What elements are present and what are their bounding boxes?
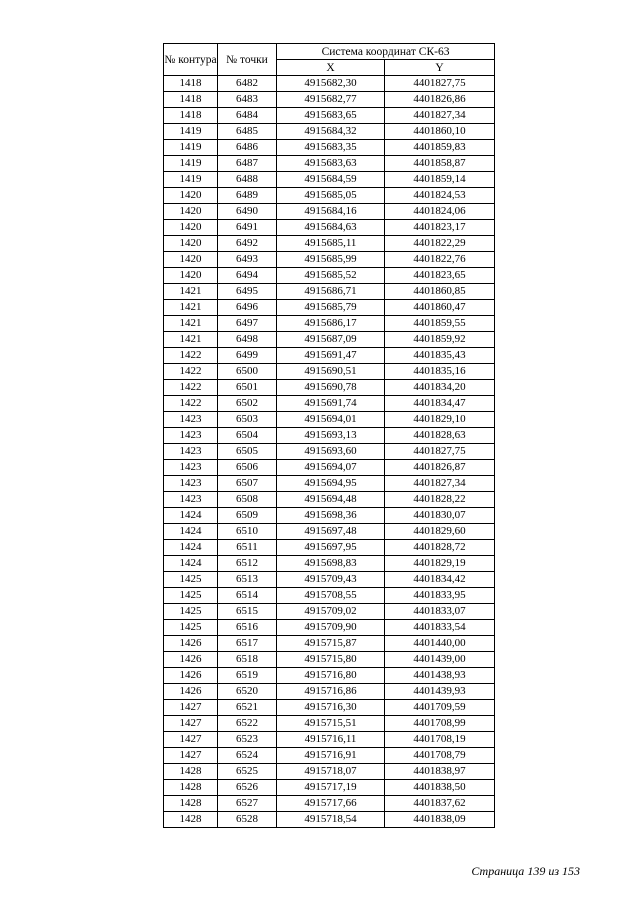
cell-x: 4915691,47 [277, 348, 385, 364]
table-row [164, 764, 495, 780]
cell-y: 4401708,99 [385, 716, 495, 732]
table-row [164, 684, 495, 700]
cell-x: 4915685,05 [277, 188, 385, 204]
table-row [164, 732, 495, 748]
cell-x: 4915717,19 [277, 780, 385, 796]
table-row [164, 396, 495, 412]
cell-point: 6504 [218, 428, 277, 444]
cell-y: 4401827,75 [385, 76, 495, 92]
cell-point: 6497 [218, 316, 277, 332]
cell-point: 6487 [218, 156, 277, 172]
cell-x: 4915715,80 [277, 652, 385, 668]
cell-y: 4401439,93 [385, 684, 495, 700]
table-body [164, 76, 495, 828]
cell-y: 4401859,92 [385, 332, 495, 348]
cell-y: 4401829,10 [385, 412, 495, 428]
table-row [164, 364, 495, 380]
cell-point: 6508 [218, 492, 277, 508]
cell-x: 4915690,51 [277, 364, 385, 380]
cell-y: 4401708,19 [385, 732, 495, 748]
cell-x: 4915683,63 [277, 156, 385, 172]
cell-contour: 1424 [164, 556, 218, 572]
cell-y: 4401859,14 [385, 172, 495, 188]
cell-y: 4401833,95 [385, 588, 495, 604]
cell-y: 4401860,47 [385, 300, 495, 316]
cell-x: 4915709,43 [277, 572, 385, 588]
table-row [164, 140, 495, 156]
cell-point: 6500 [218, 364, 277, 380]
cell-y: 4401835,16 [385, 364, 495, 380]
coordinates-table [163, 43, 495, 828]
cell-y: 4401834,20 [385, 380, 495, 396]
cell-x: 4915698,36 [277, 508, 385, 524]
cell-x: 4915718,54 [277, 812, 385, 828]
cell-x: 4915686,71 [277, 284, 385, 300]
cell-y: 4401827,34 [385, 476, 495, 492]
table-row [164, 556, 495, 572]
cell-x: 4915685,99 [277, 252, 385, 268]
cell-contour: 1423 [164, 444, 218, 460]
cell-point: 6496 [218, 300, 277, 316]
cell-contour: 1423 [164, 492, 218, 508]
table-row [164, 348, 495, 364]
cell-y: 4401828,63 [385, 428, 495, 444]
cell-x: 4915685,52 [277, 268, 385, 284]
table-row [164, 524, 495, 540]
footer-total-pages: 153 [562, 864, 580, 878]
cell-contour: 1427 [164, 700, 218, 716]
cell-point: 6492 [218, 236, 277, 252]
cell-y: 4401439,00 [385, 652, 495, 668]
table-row [164, 636, 495, 652]
cell-y: 4401824,53 [385, 188, 495, 204]
cell-point: 6502 [218, 396, 277, 412]
cell-contour: 1420 [164, 220, 218, 236]
table-row [164, 716, 495, 732]
cell-x: 4915715,51 [277, 716, 385, 732]
table-row [164, 188, 495, 204]
cell-point: 6491 [218, 220, 277, 236]
cell-x: 4915693,13 [277, 428, 385, 444]
cell-contour: 1427 [164, 748, 218, 764]
cell-x: 4915709,90 [277, 620, 385, 636]
cell-x: 4915694,48 [277, 492, 385, 508]
cell-y: 4401859,83 [385, 140, 495, 156]
cell-x: 4915716,30 [277, 700, 385, 716]
footer-page-number: 139 [527, 864, 546, 878]
cell-contour: 1423 [164, 428, 218, 444]
table-row [164, 124, 495, 140]
cell-contour: 1420 [164, 236, 218, 252]
table-row [164, 172, 495, 188]
cell-point: 6519 [218, 668, 277, 684]
cell-point: 6515 [218, 604, 277, 620]
cell-y: 4401858,87 [385, 156, 495, 172]
cell-point: 6489 [218, 188, 277, 204]
cell-contour: 1418 [164, 76, 218, 92]
table-row [164, 316, 495, 332]
cell-point: 6506 [218, 460, 277, 476]
table-header [164, 44, 495, 76]
cell-point: 6525 [218, 764, 277, 780]
cell-contour: 1421 [164, 284, 218, 300]
header-point-number: № точки [218, 44, 277, 76]
cell-contour: 1422 [164, 348, 218, 364]
cell-point: 6517 [218, 636, 277, 652]
table-row [164, 460, 495, 476]
cell-point: 6522 [218, 716, 277, 732]
cell-point: 6521 [218, 700, 277, 716]
cell-contour: 1423 [164, 476, 218, 492]
cell-x: 4915682,77 [277, 92, 385, 108]
cell-y: 4401823,17 [385, 220, 495, 236]
table-row [164, 668, 495, 684]
cell-y: 4401828,72 [385, 540, 495, 556]
table-row [164, 508, 495, 524]
cell-y: 4401859,55 [385, 316, 495, 332]
cell-y: 4401438,93 [385, 668, 495, 684]
cell-x: 4915685,11 [277, 236, 385, 252]
footer-page-word: Страница [471, 864, 525, 878]
cell-contour: 1425 [164, 604, 218, 620]
cell-point: 6503 [218, 412, 277, 428]
cell-point: 6507 [218, 476, 277, 492]
cell-contour: 1419 [164, 156, 218, 172]
cell-y: 4401833,07 [385, 604, 495, 620]
table-row [164, 332, 495, 348]
cell-point: 6527 [218, 796, 277, 812]
cell-y: 4401838,09 [385, 812, 495, 828]
table-row [164, 108, 495, 124]
cell-contour: 1427 [164, 732, 218, 748]
cell-contour: 1424 [164, 540, 218, 556]
cell-point: 6495 [218, 284, 277, 300]
table-row [164, 236, 495, 252]
cell-y: 4401829,19 [385, 556, 495, 572]
cell-contour: 1419 [164, 172, 218, 188]
table-row [164, 652, 495, 668]
cell-point: 6490 [218, 204, 277, 220]
cell-point: 6493 [218, 252, 277, 268]
cell-contour: 1423 [164, 460, 218, 476]
cell-contour: 1421 [164, 332, 218, 348]
table-row [164, 284, 495, 300]
cell-x: 4915694,07 [277, 460, 385, 476]
cell-contour: 1421 [164, 316, 218, 332]
cell-y: 4401827,75 [385, 444, 495, 460]
cell-x: 4915684,63 [277, 220, 385, 236]
cell-x: 4915687,09 [277, 332, 385, 348]
cell-contour: 1419 [164, 140, 218, 156]
cell-y: 4401835,43 [385, 348, 495, 364]
cell-x: 4915718,07 [277, 764, 385, 780]
cell-x: 4915694,95 [277, 476, 385, 492]
table-row [164, 300, 495, 316]
cell-point: 6505 [218, 444, 277, 460]
cell-point: 6509 [218, 508, 277, 524]
table-row [164, 604, 495, 620]
cell-x: 4915682,30 [277, 76, 385, 92]
cell-y: 4401822,29 [385, 236, 495, 252]
cell-y: 4401830,07 [385, 508, 495, 524]
cell-contour: 1425 [164, 588, 218, 604]
cell-x: 4915685,79 [277, 300, 385, 316]
table-row [164, 268, 495, 284]
cell-contour: 1428 [164, 780, 218, 796]
cell-x: 4915716,86 [277, 684, 385, 700]
cell-x: 4915684,16 [277, 204, 385, 220]
table-row [164, 796, 495, 812]
table-row [164, 540, 495, 556]
cell-contour: 1426 [164, 684, 218, 700]
cell-y: 4401834,42 [385, 572, 495, 588]
cell-contour: 1426 [164, 652, 218, 668]
cell-y: 4401838,50 [385, 780, 495, 796]
cell-point: 6488 [218, 172, 277, 188]
cell-x: 4915716,91 [277, 748, 385, 764]
cell-contour: 1420 [164, 268, 218, 284]
cell-contour: 1423 [164, 412, 218, 428]
cell-y: 4401833,54 [385, 620, 495, 636]
table-row [164, 380, 495, 396]
cell-y: 4401860,85 [385, 284, 495, 300]
cell-contour: 1426 [164, 636, 218, 652]
cell-point: 6494 [218, 268, 277, 284]
cell-x: 4915683,65 [277, 108, 385, 124]
table-row [164, 572, 495, 588]
cell-point: 6499 [218, 348, 277, 364]
cell-y: 4401829,60 [385, 524, 495, 540]
table-row [164, 220, 495, 236]
cell-y: 4401709,59 [385, 700, 495, 716]
cell-x: 4915683,35 [277, 140, 385, 156]
table-row [164, 156, 495, 172]
cell-point: 6484 [218, 108, 277, 124]
cell-contour: 1419 [164, 124, 218, 140]
cell-contour: 1420 [164, 204, 218, 220]
cell-y: 4401440,00 [385, 636, 495, 652]
table-row [164, 588, 495, 604]
cell-contour: 1424 [164, 508, 218, 524]
table-row [164, 748, 495, 764]
cell-x: 4915684,32 [277, 124, 385, 140]
table-row [164, 204, 495, 220]
table-row [164, 92, 495, 108]
cell-point: 6514 [218, 588, 277, 604]
cell-contour: 1428 [164, 796, 218, 812]
cell-x: 4915684,59 [277, 172, 385, 188]
table-row [164, 780, 495, 796]
page-footer [471, 864, 580, 879]
cell-x: 4915708,55 [277, 588, 385, 604]
cell-point: 6526 [218, 780, 277, 796]
cell-x: 4915698,83 [277, 556, 385, 572]
cell-point: 6518 [218, 652, 277, 668]
cell-x: 4915709,02 [277, 604, 385, 620]
cell-contour: 1421 [164, 300, 218, 316]
cell-y: 4401823,65 [385, 268, 495, 284]
header-x: X [277, 60, 385, 76]
cell-point: 6486 [218, 140, 277, 156]
header-contour-number: № контура [164, 44, 218, 76]
cell-x: 4915716,80 [277, 668, 385, 684]
cell-x: 4915694,01 [277, 412, 385, 428]
table-row [164, 428, 495, 444]
cell-contour: 1428 [164, 764, 218, 780]
cell-point: 6516 [218, 620, 277, 636]
cell-y: 4401828,22 [385, 492, 495, 508]
cell-x: 4915691,74 [277, 396, 385, 412]
cell-x: 4915697,48 [277, 524, 385, 540]
table-row [164, 620, 495, 636]
cell-x: 4915715,87 [277, 636, 385, 652]
cell-y: 4401826,87 [385, 460, 495, 476]
cell-point: 6524 [218, 748, 277, 764]
cell-contour: 1425 [164, 572, 218, 588]
header-coordinate-system: Система координат СК-63 [277, 44, 495, 60]
cell-x: 4915693,60 [277, 444, 385, 460]
cell-point: 6520 [218, 684, 277, 700]
cell-contour: 1426 [164, 668, 218, 684]
cell-y: 4401860,10 [385, 124, 495, 140]
table-row [164, 412, 495, 428]
cell-contour: 1427 [164, 716, 218, 732]
cell-point: 6523 [218, 732, 277, 748]
cell-point: 6513 [218, 572, 277, 588]
cell-y: 4401834,47 [385, 396, 495, 412]
cell-point: 6512 [218, 556, 277, 572]
cell-point: 6511 [218, 540, 277, 556]
cell-contour: 1425 [164, 620, 218, 636]
cell-contour: 1420 [164, 252, 218, 268]
footer-of-word: из [548, 864, 559, 878]
cell-y: 4401827,34 [385, 108, 495, 124]
cell-point: 6510 [218, 524, 277, 540]
cell-y: 4401708,79 [385, 748, 495, 764]
table-row [164, 492, 495, 508]
cell-x: 4915716,11 [277, 732, 385, 748]
cell-x: 4915690,78 [277, 380, 385, 396]
table-row [164, 700, 495, 716]
cell-y: 4401838,97 [385, 764, 495, 780]
cell-y: 4401826,86 [385, 92, 495, 108]
cell-point: 6483 [218, 92, 277, 108]
cell-contour: 1422 [164, 396, 218, 412]
cell-y: 4401824,06 [385, 204, 495, 220]
cell-contour: 1418 [164, 92, 218, 108]
cell-point: 6528 [218, 812, 277, 828]
cell-contour: 1428 [164, 812, 218, 828]
cell-x: 4915686,17 [277, 316, 385, 332]
cell-y: 4401822,76 [385, 252, 495, 268]
cell-contour: 1422 [164, 380, 218, 396]
cell-x: 4915717,66 [277, 796, 385, 812]
cell-y: 4401837,62 [385, 796, 495, 812]
header-y: Y [385, 60, 495, 76]
table-row [164, 476, 495, 492]
cell-point: 6485 [218, 124, 277, 140]
table-row [164, 812, 495, 828]
cell-contour: 1422 [164, 364, 218, 380]
cell-contour: 1420 [164, 188, 218, 204]
table-row [164, 252, 495, 268]
cell-point: 6482 [218, 76, 277, 92]
cell-contour: 1424 [164, 524, 218, 540]
cell-point: 6498 [218, 332, 277, 348]
table-row [164, 76, 495, 92]
cell-x: 4915697,95 [277, 540, 385, 556]
cell-point: 6501 [218, 380, 277, 396]
table-row [164, 444, 495, 460]
cell-contour: 1418 [164, 108, 218, 124]
